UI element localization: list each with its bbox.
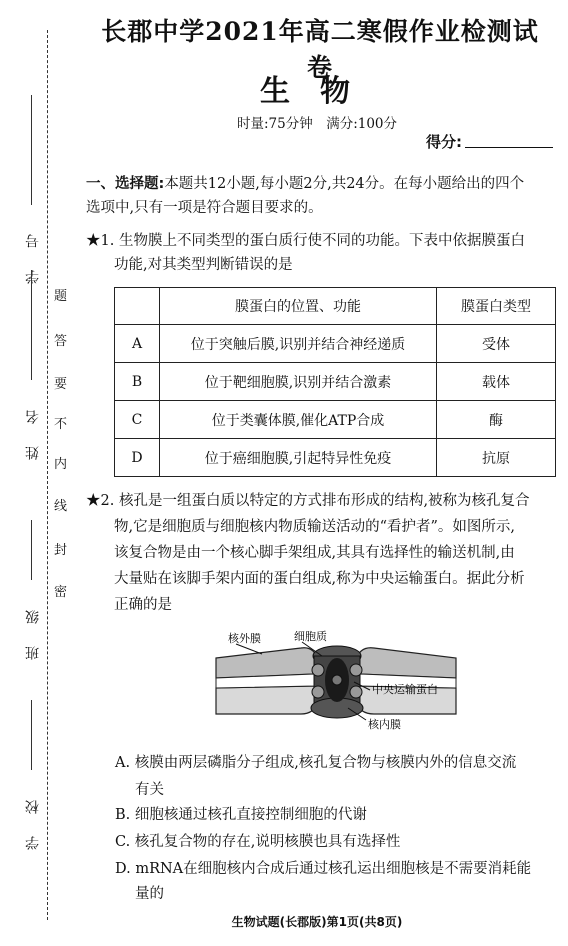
section-intro-text: 本题共12小题,每小题2分,共24分。在每小题给出的四个 xyxy=(164,176,525,192)
q2-option-a-line1: A. 核膜由两层磷脂分子组成,核孔复合物与核膜内外的信息交流 xyxy=(115,755,517,771)
table-row xyxy=(115,401,556,439)
q2-option-d[interactable] xyxy=(115,857,565,907)
exam-title: 长郡中学2021年高二寒假作业检测试卷 xyxy=(101,17,539,82)
table-row xyxy=(115,325,556,363)
field-label-class: 班级 xyxy=(25,588,41,660)
field-line-class[interactable] xyxy=(31,520,32,580)
subject-title: 生 物 xyxy=(260,74,350,109)
table-cell: C xyxy=(115,401,160,439)
time-info: 时量:75分钟 满分:100分 xyxy=(236,116,398,132)
seal-char: 内 xyxy=(54,457,68,472)
q2-option-d-line2: 量的 xyxy=(135,886,164,902)
table-cell: D xyxy=(115,439,160,477)
table-cell: 受体 xyxy=(437,325,556,363)
q1-table xyxy=(114,287,556,477)
score-label: 得分: xyxy=(426,133,462,151)
field-line-school[interactable] xyxy=(31,700,32,770)
seal-char: 线 xyxy=(54,499,68,514)
q2-option-a-line2: 有关 xyxy=(135,782,164,798)
section-intro xyxy=(86,172,556,220)
table-cell: 位于类囊体膜,催化ATP合成 xyxy=(160,401,437,439)
table-cell: A xyxy=(115,325,160,363)
field-label-student-id: 学号 xyxy=(25,212,41,284)
field-label-name: 姓名 xyxy=(25,388,41,460)
q2-stem-line: 物,它是细胞质与细胞核内物质输送活动的“看护者”。如图所示, xyxy=(114,519,516,535)
section-intro-line2: 选项中,只有一项是符合题目要求的。 xyxy=(86,200,323,216)
seal-char: 题 xyxy=(54,289,68,304)
table-header-row xyxy=(115,288,556,325)
table-cell: 酶 xyxy=(437,401,556,439)
question-1 xyxy=(86,229,562,277)
question-2 xyxy=(86,488,562,618)
q2-option-a[interactable] xyxy=(115,750,565,804)
seal-char: 密 xyxy=(54,585,68,600)
table-cell: 载体 xyxy=(437,363,556,401)
table-cell: B xyxy=(115,363,160,401)
binding-dashed-line xyxy=(47,30,48,920)
seal-char: 封 xyxy=(54,543,68,558)
label-outer-membrane: 核外膜 xyxy=(228,632,261,645)
table-cell: 位于癌细胞膜,引起特异性免疫 xyxy=(160,439,437,477)
q2-option-d-line1: D. mRNA在细胞核内合成后通过核孔运出细胞核是不需要消耗能 xyxy=(115,861,532,877)
q2-option-b[interactable]: B. 细胞核通过核孔直接控制细胞的代谢 xyxy=(115,807,367,823)
field-line-name[interactable] xyxy=(31,270,32,380)
label-cytoplasm: 细胞质 xyxy=(294,630,327,643)
label-central-transport-protein: 中央运输蛋白 xyxy=(372,683,438,696)
seal-char: 答 xyxy=(54,334,68,349)
section-title: 一、选择题: xyxy=(86,176,165,192)
seal-char: 不 xyxy=(54,417,68,432)
q1-stem-line1: ★1. 生物膜上不同类型的蛋白质行使不同的功能。下表中依据膜蛋白 xyxy=(86,233,525,249)
table-row xyxy=(115,439,556,477)
label-inner-membrane: 核内膜 xyxy=(368,718,401,731)
q2-option-c[interactable]: C. 核孔复合物的存在,说明核膜也具有选择性 xyxy=(115,834,401,850)
table-header-cell: 膜蛋白类型 xyxy=(437,288,556,325)
seal-char: 要 xyxy=(54,377,68,392)
nuclear-pore-figure xyxy=(206,630,468,742)
field-label-school: 学校 xyxy=(25,778,41,850)
table-header-cell xyxy=(115,288,160,325)
q2-stem-line: 大量贴在该脚手架内面的蛋白组成,称为中央运输蛋白。据此分析 xyxy=(114,571,525,587)
section-intro-line1 xyxy=(86,172,556,196)
table-header-cell: 膜蛋白的位置、功能 xyxy=(160,288,437,325)
score-blank[interactable] xyxy=(465,147,553,148)
q2-stem-line: 正确的是 xyxy=(114,597,172,613)
table-row xyxy=(115,363,556,401)
table-cell: 位于突触后膜,识别并结合神经递质 xyxy=(160,325,437,363)
table-cell: 位于靶细胞膜,识别并结合激素 xyxy=(160,363,437,401)
q2-stem-line: 该复合物是由一个核心脚手架组成,其具有选择性的输送机制,由 xyxy=(114,545,515,561)
table-cell: 抗原 xyxy=(437,439,556,477)
page-footer: 生物试题(长郡版)第1页(共8页) xyxy=(231,915,403,929)
q1-stem-line2: 功能,对其类型判断错误的是 xyxy=(114,257,293,273)
q2-stem-line: ★2. 核孔是一组蛋白质以特定的方式排布形成的结构,被称为核孔复合 xyxy=(86,493,530,509)
